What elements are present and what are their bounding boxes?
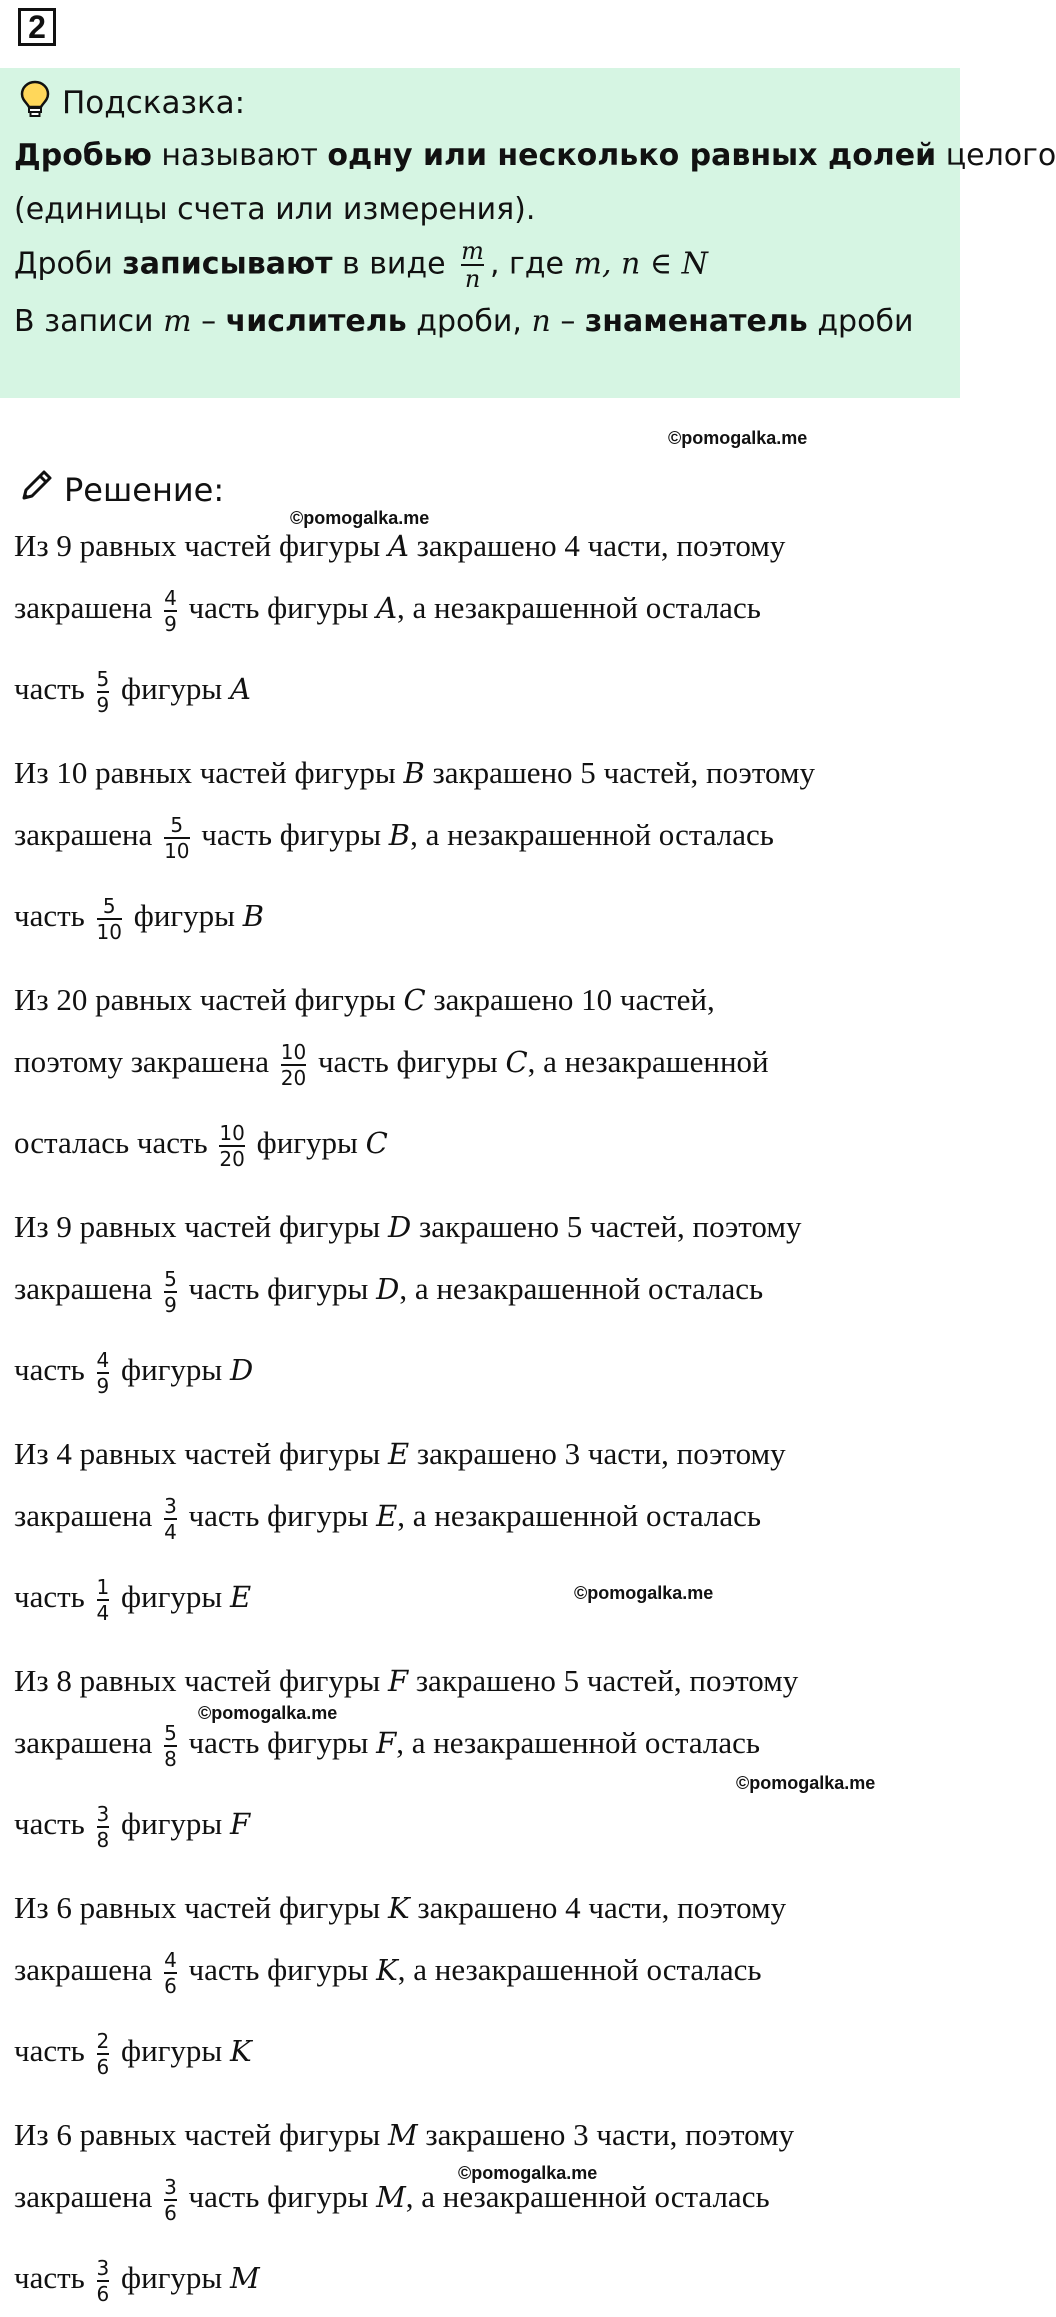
solution-line xyxy=(14,2029,252,2079)
solution-text: закрашено 3 части, поэтому xyxy=(409,1436,786,1471)
solution-line xyxy=(14,2117,794,2153)
figure-label: K xyxy=(376,1953,398,1988)
solution-text: закрашено 4 части, поэтому xyxy=(408,528,786,563)
solution-text: часть xyxy=(14,671,93,707)
fraction-shaded xyxy=(164,1267,177,1317)
solution-text: закрашена xyxy=(14,1498,161,1534)
solution-line xyxy=(14,1721,760,1771)
solution-text: фигуры xyxy=(113,2033,231,2069)
solution-text: , а незакрашенной осталась xyxy=(410,817,774,853)
fraction-denominator: 20 xyxy=(219,1147,245,1171)
fraction-denominator: 6 xyxy=(96,2282,110,2306)
solution-text: закрашена xyxy=(14,1271,161,1307)
fraction-denominator: 8 xyxy=(96,1828,110,1852)
hint-box xyxy=(0,68,1056,398)
figure-label: M xyxy=(376,2180,406,2215)
fraction-denominator: 6 xyxy=(164,2201,177,2225)
fraction-denominator: 4 xyxy=(164,1520,177,1544)
solution-line xyxy=(14,1663,798,1699)
fraction-numerator: 10 xyxy=(219,1121,245,1145)
fraction-numerator: 2 xyxy=(96,2029,110,2053)
solution-line xyxy=(14,982,715,1018)
fraction-numerator: 5 xyxy=(164,1721,177,1745)
solution-text: часть фигуры xyxy=(180,1952,377,1988)
solution-line xyxy=(14,894,264,944)
fraction-unshaded xyxy=(97,1802,110,1852)
solution-text: закрашено 5 частей, поэтому xyxy=(411,1209,802,1244)
watermark: ©pomogalka.me xyxy=(736,1773,876,1793)
figure-label: F xyxy=(376,1726,397,1761)
fraction-numerator: 3 xyxy=(96,1802,110,1826)
figure-label: A xyxy=(230,672,251,707)
solution-text: фигуры xyxy=(113,671,231,707)
fraction-shaded xyxy=(164,1721,177,1771)
fraction-numerator: m xyxy=(461,237,484,265)
hint-line-4 xyxy=(14,304,913,339)
solution-text: осталась часть xyxy=(14,1125,216,1161)
figure-label: B xyxy=(403,756,425,790)
solution-text: часть фигуры xyxy=(180,1498,377,1534)
fraction-numerator: 4 xyxy=(164,586,177,610)
solution-text: часть xyxy=(14,1352,93,1388)
fraction-unshaded xyxy=(97,894,122,944)
solution-text: , а незакрашенной xyxy=(527,1044,769,1080)
solution-line xyxy=(14,1267,763,1317)
hint-text: дроби, xyxy=(406,304,532,339)
math-n: n xyxy=(531,304,551,339)
figure-label: B xyxy=(242,899,265,934)
solution-text: поэтому закрашена xyxy=(14,1044,277,1080)
fraction-numerator: 3 xyxy=(96,2256,110,2280)
term-fraction: Дробью xyxy=(14,138,152,173)
solution-text: часть фигуры xyxy=(310,1044,506,1080)
figure-label: A xyxy=(376,591,398,626)
hint-title xyxy=(20,78,245,128)
hint-text: целого xyxy=(936,138,1056,173)
figure-label: D xyxy=(230,1353,254,1388)
fraction-shaded xyxy=(164,586,177,636)
figure-label: M xyxy=(230,2261,260,2296)
hint-text: , где xyxy=(489,246,574,282)
solution-text: фигуры xyxy=(248,1125,366,1161)
fraction-m-over-n xyxy=(461,238,484,292)
fraction-denominator: 9 xyxy=(96,693,110,717)
watermark: ©pomogalka.me xyxy=(290,508,430,528)
hint-text: Дроби xyxy=(14,246,123,282)
solution-text: закрашена xyxy=(14,2179,161,2215)
fraction-unshaded xyxy=(97,2029,110,2079)
term-numerator: числитель xyxy=(225,304,407,339)
solution-text: часть xyxy=(14,1579,93,1615)
fraction-denominator: 6 xyxy=(96,2055,110,2079)
fraction-numerator: 5 xyxy=(96,667,110,691)
solution-text: Из 10 равных частей фигуры xyxy=(14,755,404,790)
fraction-numerator: 3 xyxy=(164,1494,177,1518)
fraction-denominator: n xyxy=(464,265,481,293)
solution-line xyxy=(14,1890,786,1926)
solution-line xyxy=(14,813,774,863)
solution-line xyxy=(14,1121,388,1171)
solution-text: , а незакрашенной осталась xyxy=(397,1498,762,1534)
solution-text: Из 6 равных частей фигуры xyxy=(14,1890,388,1925)
fraction-shaded xyxy=(164,2175,177,2225)
solution-text: , а незакрашенной осталась xyxy=(397,1952,762,1988)
watermark: ©pomogalka.me xyxy=(198,1703,338,1723)
hint-title-text: Подсказка: xyxy=(62,85,246,121)
term-denominator: знаменатель xyxy=(584,304,808,339)
solution-line xyxy=(14,1802,250,1852)
fraction-numerator: 5 xyxy=(170,813,184,837)
solution-text: закрашена xyxy=(14,1725,161,1761)
solution-text: часть xyxy=(14,898,93,934)
solution-line xyxy=(14,2256,260,2306)
solution-line xyxy=(14,1948,762,1998)
solution-text: Из 9 равных частей фигуры xyxy=(14,1209,388,1244)
solution-text: закрашена xyxy=(14,817,161,853)
solution-text: закрашена xyxy=(14,1952,161,1988)
fraction-denominator: 4 xyxy=(96,1601,110,1625)
solution-line xyxy=(14,1209,801,1245)
hint-text: – xyxy=(191,304,226,339)
fraction-denominator: 20 xyxy=(280,1066,307,1090)
fraction-numerator: 10 xyxy=(280,1040,307,1064)
solution-text: Из 6 равных частей фигуры xyxy=(14,2117,388,2152)
solution-text: закрашено 5 частей, поэтому xyxy=(408,1663,799,1698)
figure-label: A xyxy=(387,529,409,563)
fraction-denominator: 10 xyxy=(96,920,122,944)
figure-label: C xyxy=(365,1126,388,1161)
solution-text: Из 4 равных частей фигуры xyxy=(14,1436,388,1471)
solution-text: фигуры xyxy=(126,898,243,934)
figure-label: F xyxy=(387,1664,409,1698)
solution-text: часть фигуры xyxy=(180,1725,377,1761)
fraction-shaded xyxy=(164,1494,177,1544)
fraction-numerator: 5 xyxy=(164,1267,177,1291)
solution-line xyxy=(14,2175,770,2225)
solution-line xyxy=(14,1348,253,1398)
figure-label: B xyxy=(388,818,411,853)
solution-text: , а незакрашенной осталась xyxy=(399,1271,764,1307)
fraction-numerator: 3 xyxy=(164,2175,177,2199)
solution-text: закрашена xyxy=(14,590,161,626)
figure-label: K xyxy=(230,2034,252,2069)
solution-text: часть фигуры xyxy=(180,1271,377,1307)
watermark: ©pomogalka.me xyxy=(668,428,808,448)
lightbulb-icon xyxy=(20,80,50,126)
solution-text: закрашено 4 части, поэтому xyxy=(409,1890,787,1925)
term-equal-parts: одну или несколько равных долей xyxy=(327,138,937,173)
solution-line xyxy=(14,586,761,636)
figure-label: D xyxy=(387,1210,412,1244)
math-m: m xyxy=(163,304,192,339)
math-set: m, n ∈ N xyxy=(573,246,708,282)
fraction-shaded xyxy=(281,1040,306,1090)
solution-text: часть фигуры xyxy=(180,2179,377,2215)
solution-text: фигуры xyxy=(113,1579,231,1615)
fraction-numerator: 4 xyxy=(96,1348,110,1372)
solution-text: часть xyxy=(14,1806,93,1842)
hint-text: называют xyxy=(151,138,328,173)
term-written: записывают xyxy=(122,246,333,282)
solution-line xyxy=(14,667,251,717)
watermark: ©pomogalka.me xyxy=(458,2163,598,2183)
fraction-unshaded xyxy=(219,1121,244,1171)
fraction-numerator: 4 xyxy=(164,1948,177,1972)
solution-text: закрашено 3 части, поэтому xyxy=(417,2117,795,2152)
fraction-unshaded xyxy=(97,2256,110,2306)
fraction-unshaded xyxy=(97,667,110,717)
figure-label: E xyxy=(387,1437,410,1471)
fraction-denominator: 6 xyxy=(164,1974,177,1998)
fraction-shaded xyxy=(164,813,189,863)
solution-text: Из 9 равных частей фигуры xyxy=(14,528,388,563)
fraction-unshaded xyxy=(97,1348,110,1398)
hint-line-1 xyxy=(14,138,1056,173)
solution-line xyxy=(14,528,785,564)
figure-label: C xyxy=(505,1045,528,1080)
solution-line xyxy=(14,1494,761,1544)
solution-text: часть фигуры xyxy=(180,590,377,626)
fraction-numerator: 1 xyxy=(96,1575,110,1599)
figure-label: C xyxy=(403,983,426,1017)
figure-label: E xyxy=(376,1499,398,1534)
solution-text: часть xyxy=(14,2260,93,2296)
hint-line-3 xyxy=(14,238,708,292)
solution-text: фигуры xyxy=(113,2260,231,2296)
figure-label: D xyxy=(376,1272,400,1307)
solution-title-text: Решение: xyxy=(64,471,225,509)
hint-line-2: (единицы счета или измерения). xyxy=(14,192,536,227)
figure-label: K xyxy=(387,1891,410,1925)
solution-text: , а незакрашенной осталась xyxy=(397,590,761,626)
pencil-icon xyxy=(18,468,54,512)
watermark: ©pomogalka.me xyxy=(574,1583,714,1603)
solution-text: , а незакрашенной осталась xyxy=(396,1725,761,1761)
hint-text: В записи xyxy=(14,304,164,339)
solution-text: Из 20 равных частей фигуры xyxy=(14,982,404,1017)
solution-text: закрашено 10 частей, xyxy=(425,982,715,1017)
solution-line xyxy=(14,1040,769,1090)
solution-text: закрашено 5 частей, поэтому xyxy=(424,755,815,790)
solution-text: часть фигуры xyxy=(193,817,389,853)
hint-text: в виде xyxy=(332,246,456,282)
fraction-denominator: 9 xyxy=(164,1293,177,1317)
solution-line xyxy=(14,1436,786,1472)
solution-text: , а незакрашенной осталась xyxy=(405,2179,770,2215)
figure-label: F xyxy=(230,1807,251,1842)
fraction-denominator: 10 xyxy=(164,839,190,863)
fraction-denominator: 9 xyxy=(164,612,177,636)
fraction-denominator: 9 xyxy=(96,1374,110,1398)
solution-text: Из 8 равных частей фигуры xyxy=(14,1663,388,1698)
hint-text: – xyxy=(550,304,585,339)
task-number: 2 xyxy=(18,8,56,46)
figure-label: M xyxy=(387,2118,418,2152)
solution-text: фигуры xyxy=(113,1806,231,1842)
solution-line xyxy=(14,1575,251,1625)
solution-line xyxy=(14,755,815,791)
solution-text: часть xyxy=(14,2033,93,2069)
fraction-denominator: 8 xyxy=(164,1747,177,1771)
figure-label: E xyxy=(230,1580,252,1615)
fraction-shaded xyxy=(164,1948,177,1998)
fraction-unshaded xyxy=(97,1575,110,1625)
solution-text: фигуры xyxy=(113,1352,231,1388)
solution-title xyxy=(18,465,224,515)
fraction-numerator: 5 xyxy=(102,894,116,918)
hint-text: дроби xyxy=(807,304,914,339)
